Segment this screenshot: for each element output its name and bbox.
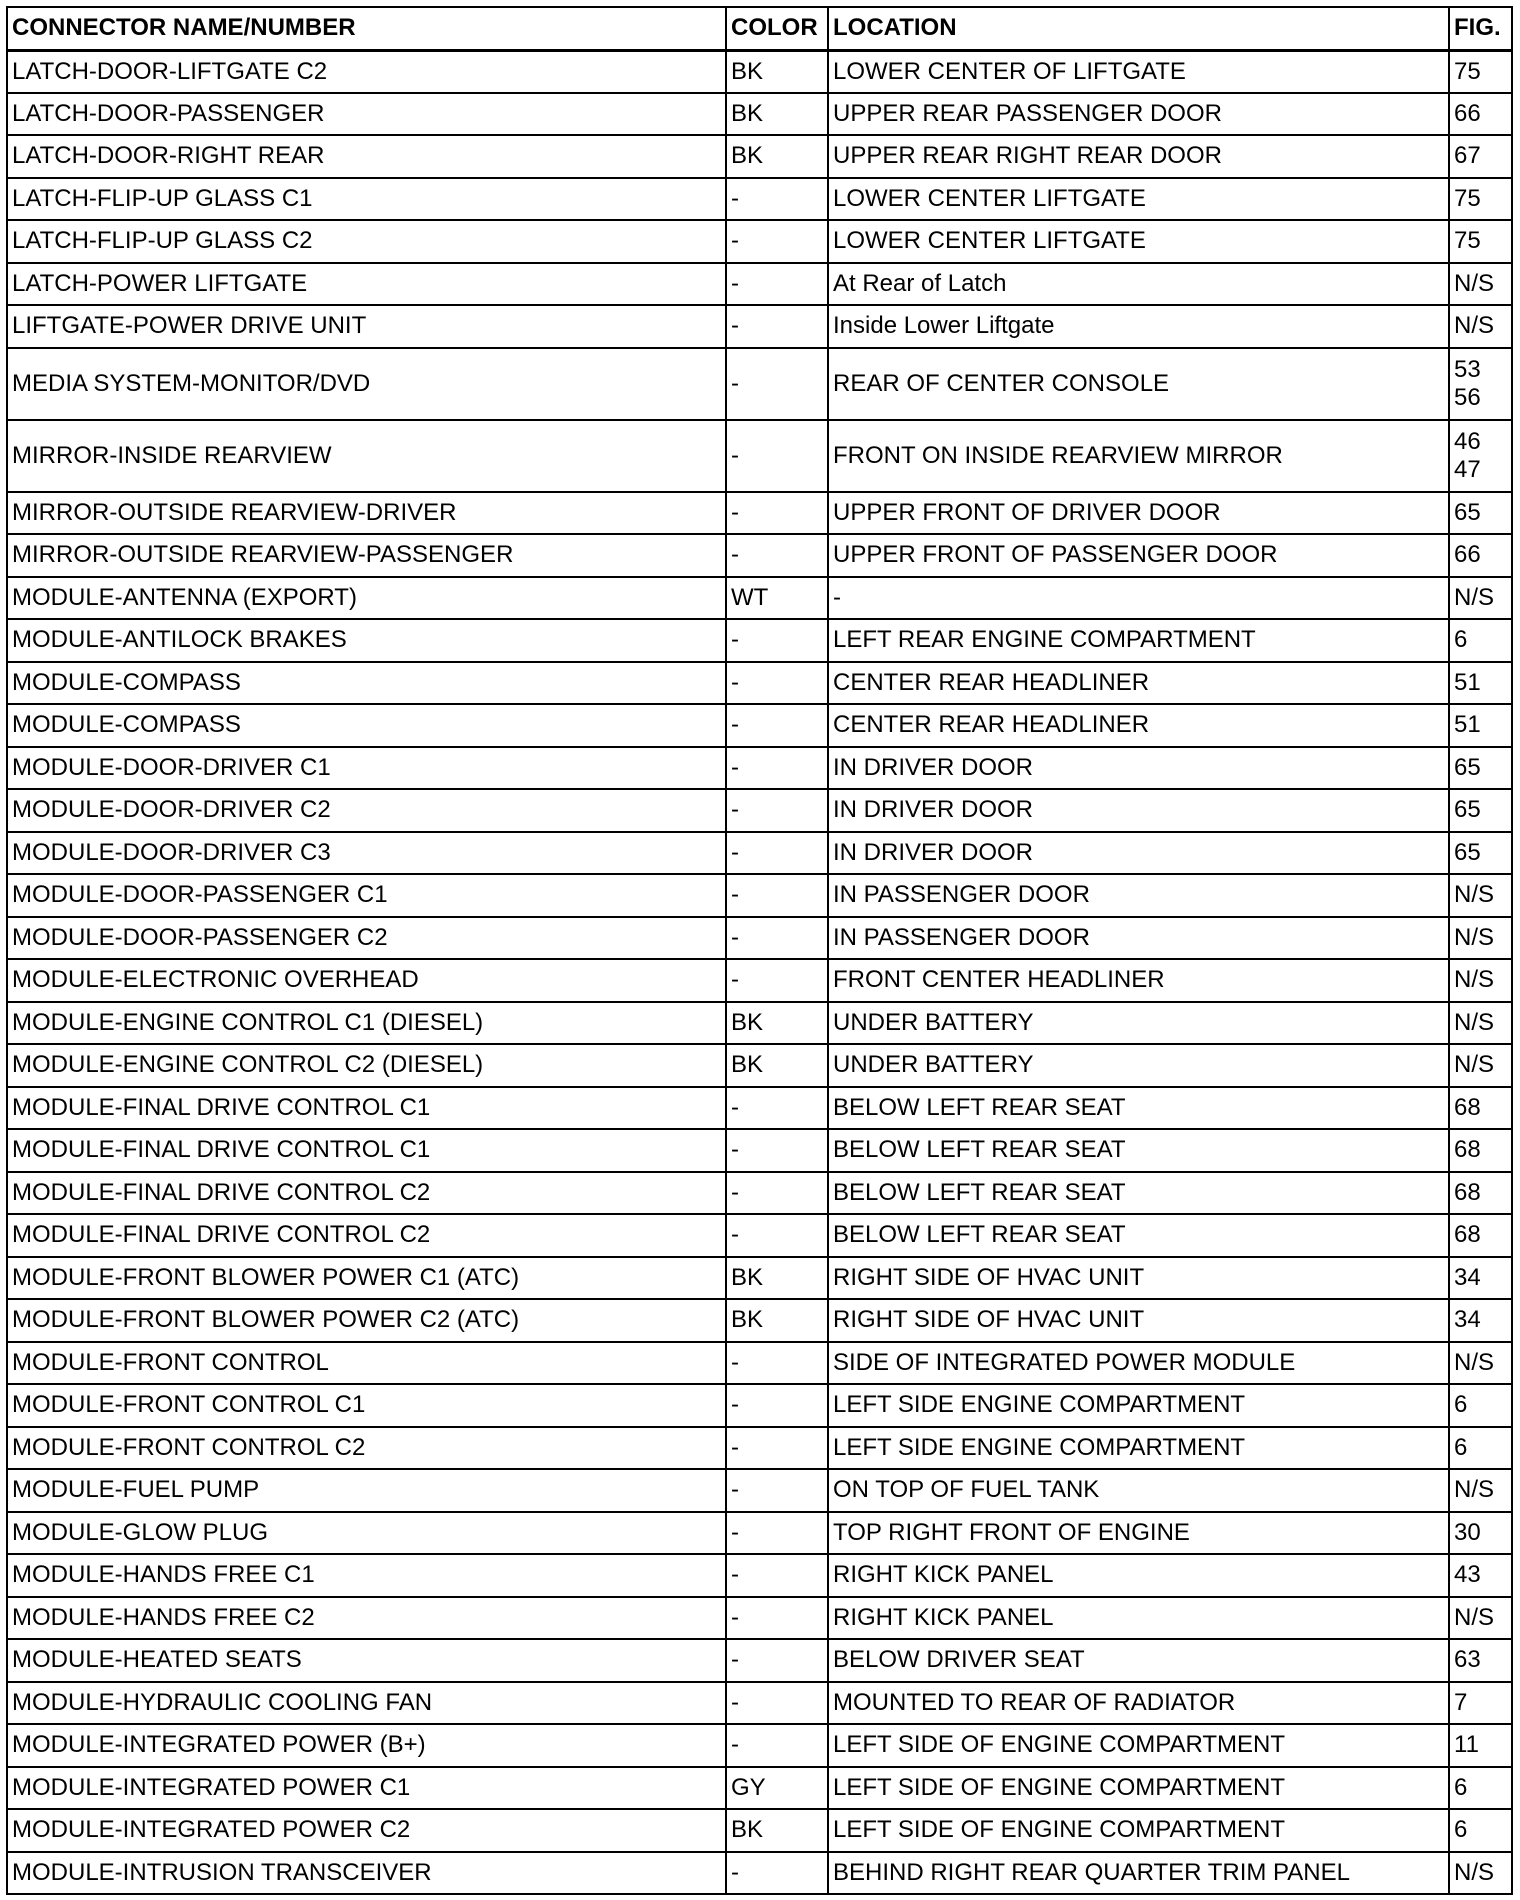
- cell-fig: [1449, 1257, 1512, 1300]
- cell-fig: [1449, 1724, 1512, 1767]
- table-row: [7, 1002, 1512, 1045]
- cell-connector-name: MODULE-ANTILOCK BRAKES: [7, 619, 726, 662]
- fig-number: 65: [1454, 753, 1481, 781]
- cell-location: LOWER CENTER LIFTGATE: [828, 220, 1449, 263]
- cell-fig: [1449, 1809, 1512, 1852]
- cell-location: SIDE OF INTEGRATED POWER MODULE: [828, 1342, 1449, 1385]
- cell-color: -: [726, 1724, 828, 1767]
- cell-connector-name: MODULE-DOOR-PASSENGER C2: [7, 917, 726, 960]
- cell-color: -: [726, 789, 828, 832]
- fig-number: 6: [1454, 1816, 1468, 1844]
- cell-connector-name: MODULE-INTEGRATED POWER C1: [7, 1767, 726, 1810]
- table-row: [7, 917, 1512, 960]
- cell-fig: [1449, 1384, 1512, 1427]
- table-row: [7, 1682, 1512, 1725]
- fig-number: 47: [1454, 455, 1481, 483]
- table-row: [7, 1427, 1512, 1470]
- cell-connector-name: MODULE-HANDS FREE C2: [7, 1597, 726, 1640]
- fig-number: 34: [1454, 1306, 1481, 1334]
- cell-fig: [1449, 1129, 1512, 1172]
- table-row: [7, 1044, 1512, 1087]
- table-row: [7, 534, 1512, 577]
- cell-connector-name: MODULE-FRONT CONTROL: [7, 1342, 726, 1385]
- table-row: [7, 1172, 1512, 1215]
- cell-location: LOWER CENTER LIFTGATE: [828, 178, 1449, 221]
- cell-connector-name: MIRROR-INSIDE REARVIEW: [7, 420, 726, 492]
- table-row: [7, 135, 1512, 178]
- fig-number: 65: [1454, 838, 1481, 866]
- cell-fig: [1449, 747, 1512, 790]
- fig-number: 30: [1454, 1518, 1481, 1546]
- cell-connector-name: LATCH-POWER LIFTGATE: [7, 263, 726, 306]
- cell-location: CENTER REAR HEADLINER: [828, 704, 1449, 747]
- cell-color: GY: [726, 1767, 828, 1810]
- cell-location: FRONT ON INSIDE REARVIEW MIRROR: [828, 420, 1449, 492]
- cell-connector-name: MODULE-FRONT BLOWER POWER C2 (ATC): [7, 1299, 726, 1342]
- cell-color: BK: [726, 1299, 828, 1342]
- fig-number: 51: [1454, 668, 1481, 696]
- cell-fig: [1449, 305, 1512, 348]
- header-fig: FIG.: [1449, 7, 1512, 50]
- table-row: [7, 1512, 1512, 1555]
- cell-connector-name: MODULE-FINAL DRIVE CONTROL C2: [7, 1172, 726, 1215]
- cell-connector-name: MODULE-COMPASS: [7, 662, 726, 705]
- cell-connector-name: MODULE-HYDRAULIC COOLING FAN: [7, 1682, 726, 1725]
- cell-connector-name: MODULE-HANDS FREE C1: [7, 1554, 726, 1597]
- cell-connector-name: MODULE-HEATED SEATS: [7, 1639, 726, 1682]
- cell-color: -: [726, 1384, 828, 1427]
- header-connector-name: CONNECTOR NAME/NUMBER: [7, 7, 726, 50]
- fig-number: N/S: [1454, 881, 1495, 909]
- fig-number: N/S: [1454, 966, 1495, 994]
- fig-number: 34: [1454, 1263, 1481, 1291]
- cell-location: UPPER FRONT OF DRIVER DOOR: [828, 492, 1449, 535]
- cell-location: IN DRIVER DOOR: [828, 747, 1449, 790]
- cell-location: LEFT SIDE OF ENGINE COMPARTMENT: [828, 1767, 1449, 1810]
- cell-color: BK: [726, 1257, 828, 1300]
- fig-number: 6: [1454, 1433, 1468, 1461]
- cell-location: LEFT REAR ENGINE COMPARTMENT: [828, 619, 1449, 662]
- table-row: [7, 1852, 1512, 1895]
- cell-location: BELOW LEFT REAR SEAT: [828, 1214, 1449, 1257]
- table-row: [7, 747, 1512, 790]
- table-row: [7, 1554, 1512, 1597]
- cell-location: IN DRIVER DOOR: [828, 832, 1449, 875]
- cell-location: Inside Lower Liftgate: [828, 305, 1449, 348]
- cell-location: UNDER BATTERY: [828, 1044, 1449, 1087]
- cell-location: REAR OF CENTER CONSOLE: [828, 348, 1449, 420]
- fig-number: 68: [1454, 1136, 1481, 1164]
- fig-number: N/S: [1454, 312, 1495, 340]
- cell-location: MOUNTED TO REAR OF RADIATOR: [828, 1682, 1449, 1725]
- fig-number: 7: [1454, 1688, 1468, 1716]
- cell-fig: [1449, 959, 1512, 1002]
- cell-location: At Rear of Latch: [828, 263, 1449, 306]
- table-row: [7, 178, 1512, 221]
- cell-location: LEFT SIDE OF ENGINE COMPARTMENT: [828, 1724, 1449, 1767]
- fig-number: 75: [1454, 184, 1481, 212]
- table-row: [7, 420, 1512, 492]
- cell-connector-name: MODULE-FUEL PUMP: [7, 1469, 726, 1512]
- cell-fig: [1449, 178, 1512, 221]
- cell-location: UNDER BATTERY: [828, 1002, 1449, 1045]
- header-location: LOCATION: [828, 7, 1449, 50]
- cell-connector-name: MODULE-GLOW PLUG: [7, 1512, 726, 1555]
- cell-connector-name: LATCH-FLIP-UP GLASS C1: [7, 178, 726, 221]
- table-row: [7, 1129, 1512, 1172]
- cell-color: -: [726, 220, 828, 263]
- fig-number: 53: [1454, 355, 1481, 383]
- cell-fig: [1449, 263, 1512, 306]
- cell-location: LOWER CENTER OF LIFTGATE: [828, 50, 1449, 93]
- cell-fig: [1449, 917, 1512, 960]
- cell-fig: [1449, 619, 1512, 662]
- cell-location: UPPER REAR RIGHT REAR DOOR: [828, 135, 1449, 178]
- cell-color: BK: [726, 1002, 828, 1045]
- cell-location: ON TOP OF FUEL TANK: [828, 1469, 1449, 1512]
- cell-fig: [1449, 348, 1512, 420]
- cell-connector-name: MODULE-FRONT CONTROL C2: [7, 1427, 726, 1470]
- cell-fig: [1449, 874, 1512, 917]
- cell-connector-name: LATCH-FLIP-UP GLASS C2: [7, 220, 726, 263]
- table-row: [7, 348, 1512, 420]
- cell-location: RIGHT SIDE OF HVAC UNIT: [828, 1299, 1449, 1342]
- cell-fig: [1449, 1214, 1512, 1257]
- cell-connector-name: LATCH-DOOR-PASSENGER: [7, 93, 726, 136]
- cell-connector-name: MEDIA SYSTEM-MONITOR/DVD: [7, 348, 726, 420]
- table-row: [7, 1214, 1512, 1257]
- cell-location: BELOW LEFT REAR SEAT: [828, 1087, 1449, 1130]
- fig-number: 43: [1454, 1561, 1481, 1589]
- table-row: [7, 1087, 1512, 1130]
- cell-fig: [1449, 1852, 1512, 1895]
- cell-location: IN DRIVER DOOR: [828, 789, 1449, 832]
- fig-number: 11: [1454, 1731, 1479, 1759]
- cell-location: IN PASSENGER DOOR: [828, 917, 1449, 960]
- cell-location: -: [828, 577, 1449, 620]
- table-row: [7, 1724, 1512, 1767]
- table-row: [7, 93, 1512, 136]
- cell-fig: [1449, 1512, 1512, 1555]
- cell-fig: [1449, 1299, 1512, 1342]
- cell-fig: [1449, 662, 1512, 705]
- cell-fig: [1449, 1087, 1512, 1130]
- cell-color: -: [726, 305, 828, 348]
- table-row: [7, 492, 1512, 535]
- cell-location: TOP RIGHT FRONT OF ENGINE: [828, 1512, 1449, 1555]
- cell-connector-name: MODULE-DOOR-DRIVER C2: [7, 789, 726, 832]
- cell-location: UPPER FRONT OF PASSENGER DOOR: [828, 534, 1449, 577]
- cell-color: -: [726, 1554, 828, 1597]
- cell-color: -: [726, 420, 828, 492]
- fig-number: 46: [1454, 427, 1481, 455]
- table-row: [7, 959, 1512, 1002]
- table-row: [7, 662, 1512, 705]
- cell-color: BK: [726, 1044, 828, 1087]
- cell-color: -: [726, 662, 828, 705]
- cell-color: -: [726, 534, 828, 577]
- cell-location: RIGHT SIDE OF HVAC UNIT: [828, 1257, 1449, 1300]
- fig-number: 65: [1454, 498, 1481, 526]
- table-row: [7, 50, 1512, 93]
- cell-connector-name: MODULE-ENGINE CONTROL C2 (DIESEL): [7, 1044, 726, 1087]
- cell-fig: [1449, 93, 1512, 136]
- table-row: [7, 263, 1512, 306]
- cell-connector-name: MODULE-FINAL DRIVE CONTROL C2: [7, 1214, 726, 1257]
- cell-color: -: [726, 1639, 828, 1682]
- cell-connector-name: MODULE-INTEGRATED POWER (B+): [7, 1724, 726, 1767]
- cell-color: -: [726, 619, 828, 662]
- cell-color: BK: [726, 135, 828, 178]
- table-row: [7, 1639, 1512, 1682]
- cell-color: -: [726, 492, 828, 535]
- table-row: [7, 305, 1512, 348]
- cell-color: -: [726, 917, 828, 960]
- cell-connector-name: MODULE-DOOR-DRIVER C3: [7, 832, 726, 875]
- table-row: [7, 832, 1512, 875]
- cell-connector-name: LATCH-DOOR-LIFTGATE C2: [7, 50, 726, 93]
- fig-number: 63: [1454, 1646, 1481, 1674]
- cell-color: -: [726, 1682, 828, 1725]
- fig-number: 56: [1454, 383, 1481, 411]
- cell-color: -: [726, 263, 828, 306]
- cell-location: FRONT CENTER HEADLINER: [828, 959, 1449, 1002]
- cell-location: LEFT SIDE ENGINE COMPARTMENT: [828, 1384, 1449, 1427]
- fig-number: 6: [1454, 1773, 1468, 1801]
- table-row: [7, 577, 1512, 620]
- cell-fig: [1449, 492, 1512, 535]
- fig-number: 75: [1454, 227, 1481, 255]
- table-row: [7, 1257, 1512, 1300]
- cell-color: BK: [726, 50, 828, 93]
- cell-color: -: [726, 1597, 828, 1640]
- cell-location: BELOW DRIVER SEAT: [828, 1639, 1449, 1682]
- cell-fig: [1449, 50, 1512, 93]
- cell-color: -: [726, 747, 828, 790]
- cell-fig: [1449, 1767, 1512, 1810]
- table-row: [7, 1809, 1512, 1852]
- table-row: [7, 1342, 1512, 1385]
- fig-number: 68: [1454, 1093, 1481, 1121]
- cell-location: BEHIND RIGHT REAR QUARTER TRIM PANEL: [828, 1852, 1449, 1895]
- fig-number: 66: [1454, 99, 1481, 127]
- cell-fig: [1449, 1639, 1512, 1682]
- cell-fig: [1449, 1469, 1512, 1512]
- fig-number: N/S: [1454, 269, 1495, 297]
- cell-color: -: [726, 1469, 828, 1512]
- cell-color: -: [726, 1342, 828, 1385]
- cell-connector-name: MODULE-FINAL DRIVE CONTROL C1: [7, 1129, 726, 1172]
- cell-color: BK: [726, 93, 828, 136]
- fig-number: 75: [1454, 57, 1481, 85]
- cell-color: -: [726, 704, 828, 747]
- cell-color: -: [726, 1214, 828, 1257]
- cell-fig: [1449, 1682, 1512, 1725]
- fig-number: 6: [1454, 626, 1468, 654]
- cell-fig: [1449, 704, 1512, 747]
- cell-fig: [1449, 1597, 1512, 1640]
- cell-fig: [1449, 1044, 1512, 1087]
- fig-number: 67: [1454, 142, 1481, 170]
- cell-fig: [1449, 832, 1512, 875]
- table-row: [7, 1767, 1512, 1810]
- cell-color: -: [726, 959, 828, 1002]
- fig-number: 65: [1454, 796, 1481, 824]
- cell-fig: [1449, 1342, 1512, 1385]
- cell-connector-name: MODULE-ELECTRONIC OVERHEAD: [7, 959, 726, 1002]
- fig-number: N/S: [1454, 1051, 1495, 1079]
- cell-fig: [1449, 1427, 1512, 1470]
- table-row: [7, 704, 1512, 747]
- fig-number: N/S: [1454, 1858, 1495, 1886]
- cell-fig: [1449, 1554, 1512, 1597]
- cell-connector-name: MODULE-DOOR-PASSENGER C1: [7, 874, 726, 917]
- cell-connector-name: MODULE-COMPASS: [7, 704, 726, 747]
- cell-location: IN PASSENGER DOOR: [828, 874, 1449, 917]
- table-row: [7, 789, 1512, 832]
- cell-location: LEFT SIDE ENGINE COMPARTMENT: [828, 1427, 1449, 1470]
- table-body: [7, 50, 1512, 1894]
- cell-connector-name: MIRROR-OUTSIDE REARVIEW-DRIVER: [7, 492, 726, 535]
- cell-fig: [1449, 220, 1512, 263]
- cell-fig: [1449, 1002, 1512, 1045]
- table-row: [7, 1384, 1512, 1427]
- cell-location: RIGHT KICK PANEL: [828, 1597, 1449, 1640]
- cell-fig: [1449, 135, 1512, 178]
- cell-connector-name: MIRROR-OUTSIDE REARVIEW-PASSENGER: [7, 534, 726, 577]
- fig-number: N/S: [1454, 1008, 1495, 1036]
- header-color: COLOR: [726, 7, 828, 50]
- fig-number: 66: [1454, 541, 1481, 569]
- fig-number: N/S: [1454, 1476, 1495, 1504]
- fig-number: 68: [1454, 1178, 1481, 1206]
- table-row: [7, 874, 1512, 917]
- cell-connector-name: MODULE-INTRUSION TRANSCEIVER: [7, 1852, 726, 1895]
- fig-number: N/S: [1454, 1603, 1495, 1631]
- table-row: [7, 1597, 1512, 1640]
- cell-location: RIGHT KICK PANEL: [828, 1554, 1449, 1597]
- cell-connector-name: LIFTGATE-POWER DRIVE UNIT: [7, 305, 726, 348]
- cell-fig: [1449, 420, 1512, 492]
- cell-location: LEFT SIDE OF ENGINE COMPARTMENT: [828, 1809, 1449, 1852]
- cell-location: BELOW LEFT REAR SEAT: [828, 1172, 1449, 1215]
- cell-color: -: [726, 1852, 828, 1895]
- cell-color: -: [726, 1172, 828, 1215]
- cell-color: -: [726, 178, 828, 221]
- table-row: [7, 619, 1512, 662]
- cell-color: -: [726, 1129, 828, 1172]
- cell-color: -: [726, 832, 828, 875]
- cell-connector-name: LATCH-DOOR-RIGHT REAR: [7, 135, 726, 178]
- cell-location: BELOW LEFT REAR SEAT: [828, 1129, 1449, 1172]
- cell-color: -: [726, 1512, 828, 1555]
- table-row: [7, 220, 1512, 263]
- cell-connector-name: MODULE-DOOR-DRIVER C1: [7, 747, 726, 790]
- cell-color: -: [726, 348, 828, 420]
- table-row: [7, 1299, 1512, 1342]
- cell-connector-name: MODULE-INTEGRATED POWER C2: [7, 1809, 726, 1852]
- cell-fig: [1449, 789, 1512, 832]
- fig-number: N/S: [1454, 583, 1495, 611]
- cell-connector-name: MODULE-FRONT CONTROL C1: [7, 1384, 726, 1427]
- cell-fig: [1449, 577, 1512, 620]
- cell-color: -: [726, 874, 828, 917]
- table-row: [7, 1469, 1512, 1512]
- cell-color: WT: [726, 577, 828, 620]
- fig-number: 6: [1454, 1391, 1468, 1419]
- fig-number: N/S: [1454, 1348, 1495, 1376]
- cell-fig: [1449, 1172, 1512, 1215]
- fig-number: 68: [1454, 1221, 1481, 1249]
- cell-color: -: [726, 1087, 828, 1130]
- table-header-row: [7, 7, 1512, 50]
- cell-connector-name: MODULE-ANTENNA (EXPORT): [7, 577, 726, 620]
- cell-color: BK: [726, 1809, 828, 1852]
- connector-location-table: [6, 6, 1513, 1895]
- cell-connector-name: MODULE-ENGINE CONTROL C1 (DIESEL): [7, 1002, 726, 1045]
- cell-connector-name: MODULE-FRONT BLOWER POWER C1 (ATC): [7, 1257, 726, 1300]
- cell-fig: [1449, 534, 1512, 577]
- cell-color: -: [726, 1427, 828, 1470]
- fig-number: N/S: [1454, 923, 1495, 951]
- cell-location: CENTER REAR HEADLINER: [828, 662, 1449, 705]
- fig-number: 51: [1454, 711, 1481, 739]
- cell-location: UPPER REAR PASSENGER DOOR: [828, 93, 1449, 136]
- cell-connector-name: MODULE-FINAL DRIVE CONTROL C1: [7, 1087, 726, 1130]
